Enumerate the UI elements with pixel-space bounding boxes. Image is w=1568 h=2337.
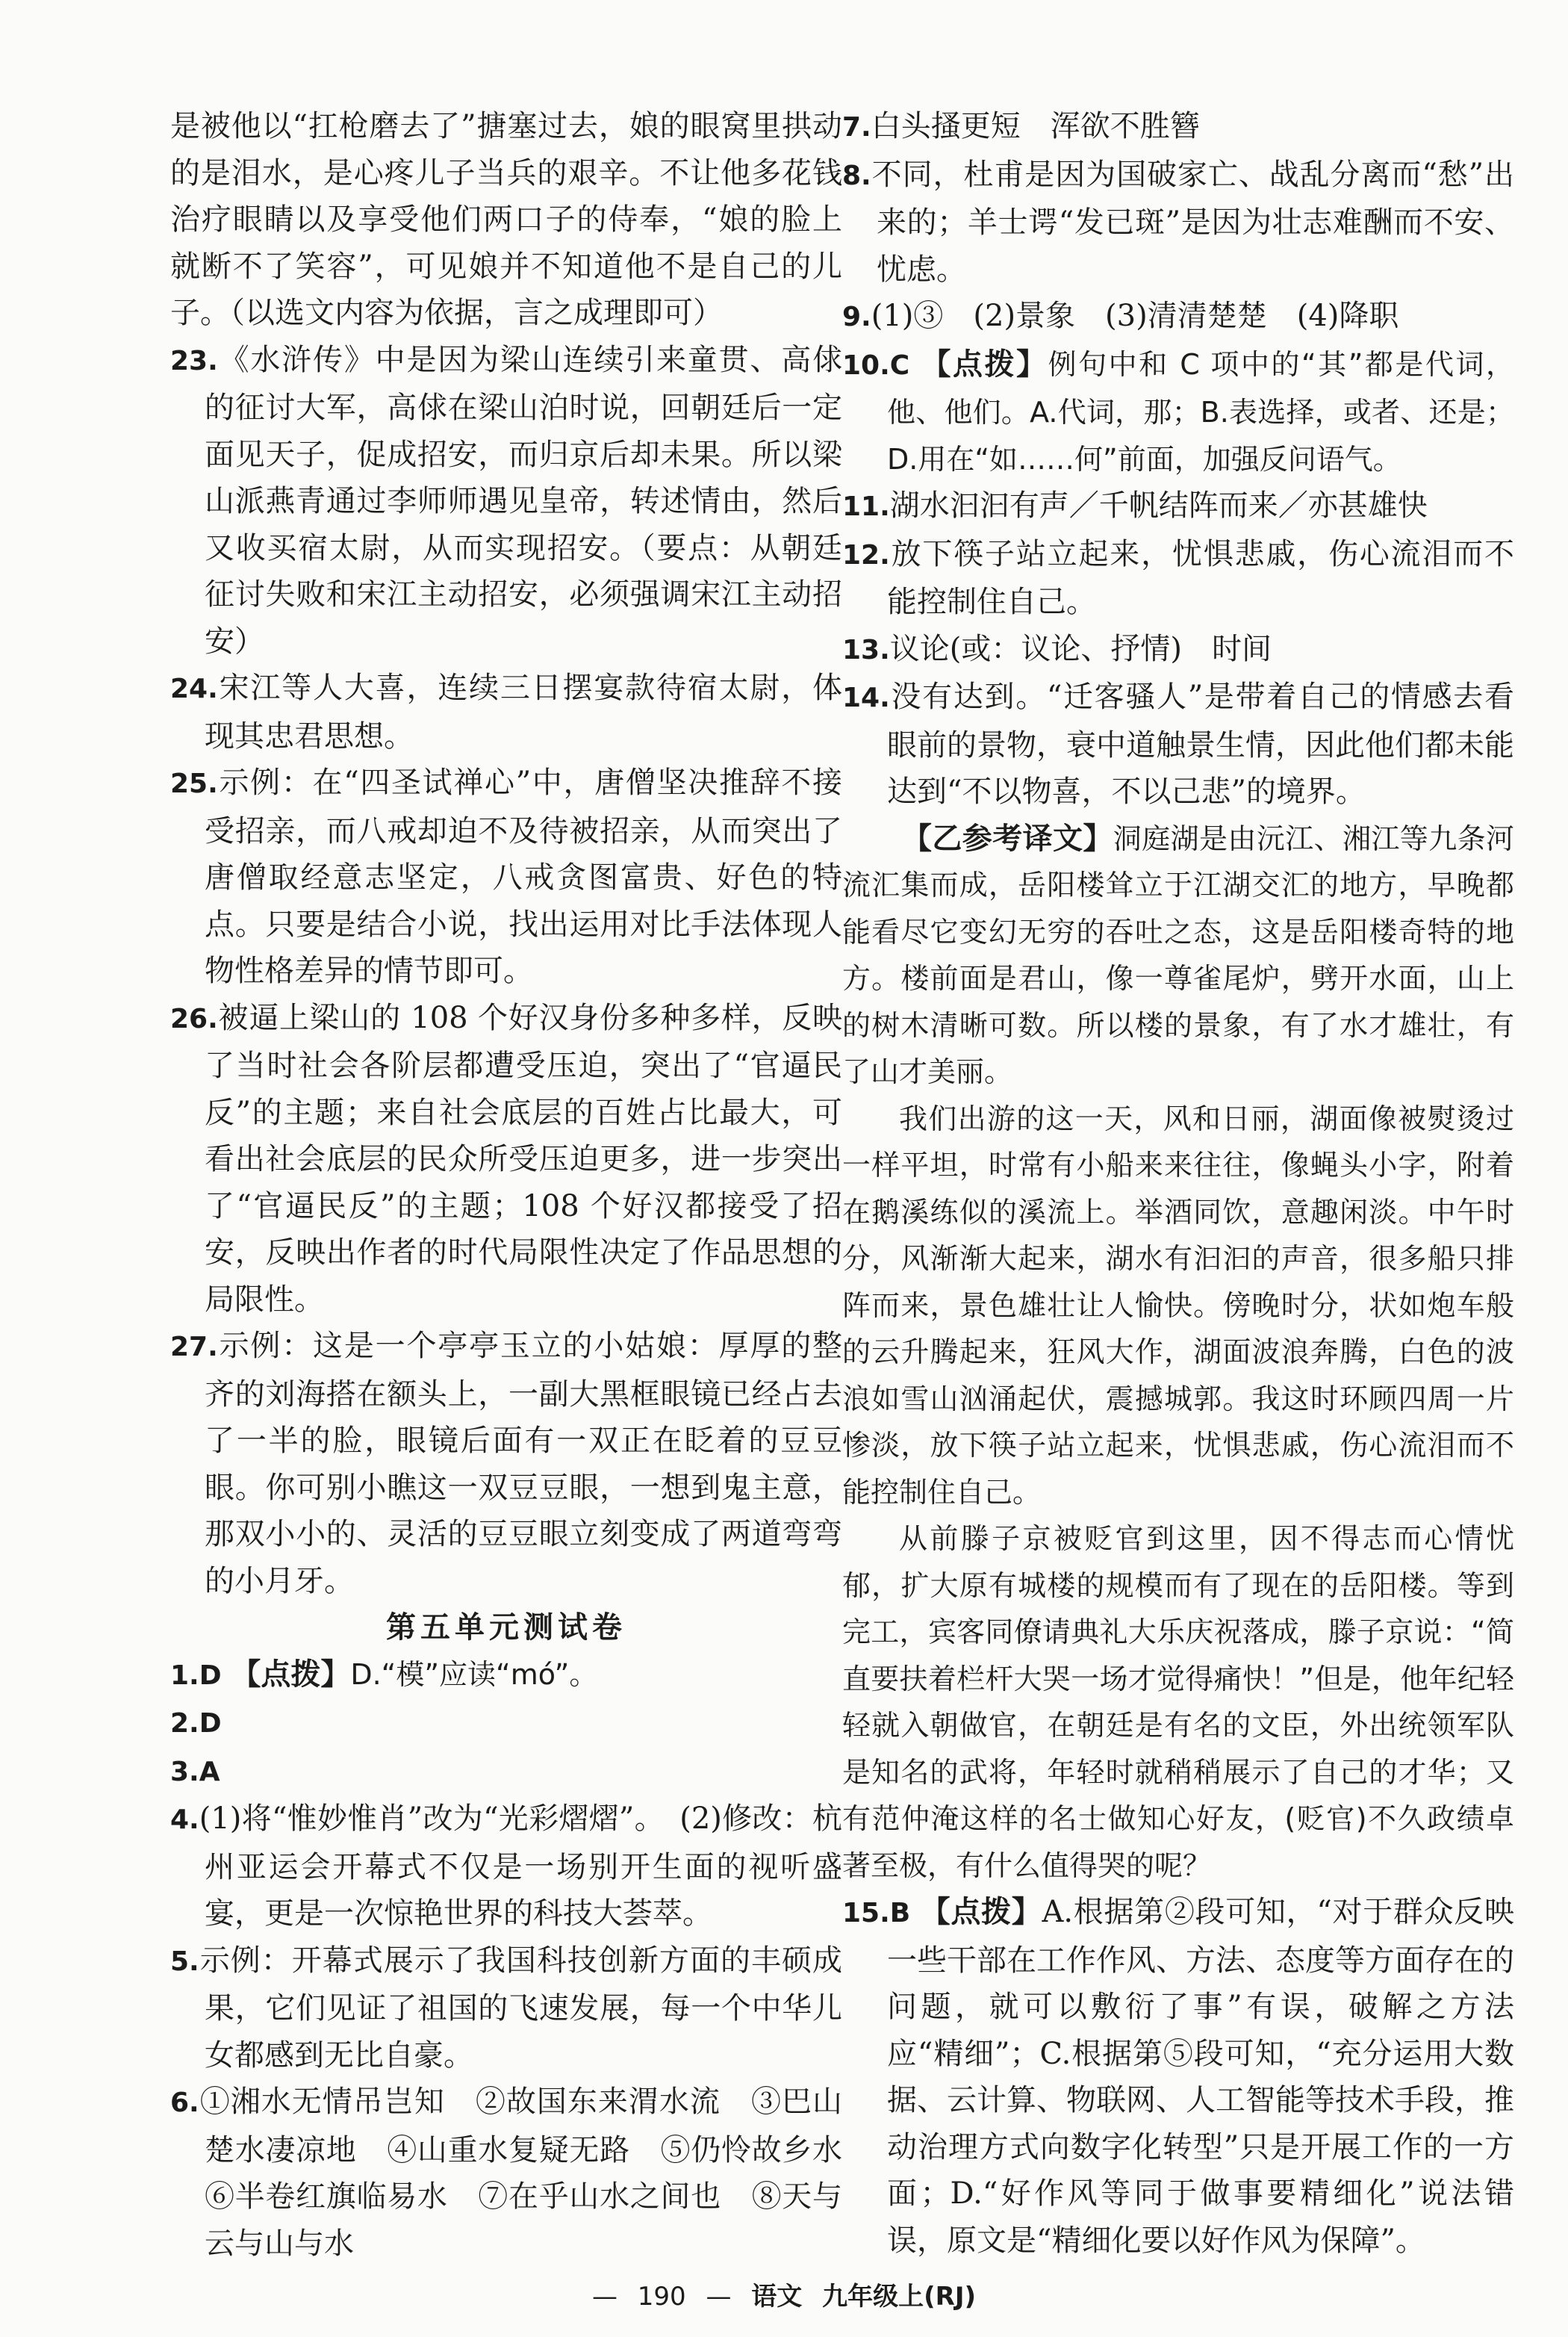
translation-paragraph-2: 我们出游的这一天，风和日丽，湖面像被熨烫过一样平坦，时常有小船来来往往，像蝇头小字，附着在鹅溪练似的溪流上。举酒同饮，意趣闲淡。中午时分，风渐渐大起来，湖水有汩汩的声音，很多船只排阵而来，景色雄壮让人愉快。傍晚时分，状如炮车般的云升腾起来，狂风大作，湖面波浪奔腾，白色的波浪如雪山汹涌起伏，震撼城郭。我这时环顾四周一片惨淡，放下筷子站立起来，忧惧悲戚，伤心流泪而不能控制住自己。 bbox=[842, 1102, 1514, 1509]
answer-text: 例句中和 C 项中的“其”都是代词，他、他们。A.代词，那；B.表选择，或者、还是；D.用在“如……何”前面，加强反问语气。 bbox=[887, 347, 1515, 476]
answer-5 bbox=[170, 1937, 842, 2079]
answer-choice: C bbox=[889, 350, 910, 381]
footer-grade: 九年级上(RJ) bbox=[822, 2282, 977, 2312]
answer-14 bbox=[842, 674, 1514, 816]
answer-25 bbox=[170, 760, 842, 995]
question-number: 13. bbox=[842, 634, 890, 665]
question-number: 7. bbox=[842, 112, 871, 143]
answer-choice: D bbox=[199, 1660, 222, 1691]
answer-26 bbox=[170, 995, 842, 1323]
question-number: 12. bbox=[842, 539, 890, 571]
question-number: 1. bbox=[170, 1660, 199, 1691]
answer-1 bbox=[170, 1651, 842, 1700]
answer-7 bbox=[842, 103, 1514, 152]
answer-6 bbox=[170, 2079, 872, 2267]
question-number: 25. bbox=[170, 769, 218, 799]
answer-text: 宋江等人大喜，连续三日摆宴款待宿太尉，体现其忠君思想。 bbox=[205, 671, 842, 754]
translation-paragraph-3: 从前滕子京被贬官到这里，因不得志而心情忧郁，扩大原有城楼的规模而有了现在的岳阳楼。等到完工，宾客同僚请典礼大乐庆祝落成，滕子京说：“简直要扶着栏杆大哭一场才觉得痛快！”但是，他年纪轻轻就入朝做官，在朝廷是有名的文臣，外出统领军队是知名的武将，年轻时就稍稍展示了自己的才华；又有范仲淹这样的名士做知心好友，(贬官)不久政绩卓著至极，有什么值得哭的呢？ bbox=[842, 1522, 1514, 1882]
question-number: 26. bbox=[170, 1003, 218, 1034]
question-number: 10. bbox=[842, 350, 890, 381]
answer-9 bbox=[842, 293, 1514, 341]
answer-12 bbox=[842, 531, 1514, 626]
answer-23 bbox=[170, 337, 842, 665]
right-column bbox=[842, 103, 1514, 2264]
answer-text: 放下筷子站立起来，忧惧悲戚，伤心流泪而不能控制住自己。 bbox=[887, 536, 1514, 619]
question-number: 6. bbox=[170, 2088, 199, 2118]
answer-text: 示例：这是一个亭亭玉立的小姑娘：厚厚的整齐的刘海搭在额头上，一副大黑框眼镜已经占去了一半的脸，眼镜后面有一双正在眨着的豆豆眼。你可别小瞧这一双豆豆眼，一想到鬼主意，那双小小的、灵活的豆豆眼立刻变成了两道弯弯的小月牙。 bbox=[205, 1329, 842, 1598]
tip-label: 【点拨】 bbox=[921, 347, 1048, 382]
question-number: 9. bbox=[842, 302, 871, 332]
answer-choice: A bbox=[199, 1756, 220, 1787]
translation-text: 洞庭湖是由沅江、湘江等九条河流汇集而成，岳阳楼耸立于江湖交汇的地方，早晚都能看尽它变幻无穷的吞吐之态，这是岳阳楼奇特的地方。楼前面是君山，像一尊雀尾炉，劈开水面，山上的树木清晰可数。所以楼的景象，有了水才雄壮，有了山才美丽。 bbox=[842, 822, 1514, 1088]
question-number: 3. bbox=[170, 1756, 199, 1787]
answer-text: 被逼上梁山的 108 个好汉身份多种多样，反映了当时社会各阶层都遭受压迫，突出了“官逼民反”的主题；来自社会底层的百姓占比最大，可看出社会底层的民众所受压迫更多，进一步突出了“官逼民反”的主题；108 个好汉都接受了招安，反映出作者的时代局限性决定了作品思想的局限性。 bbox=[205, 1000, 842, 1317]
answer-11 bbox=[842, 482, 1514, 531]
answer-text: A.根据第②段可知，“对于群众反映一些干部在工作作风、方法、态度等方面存在的问题，就可以敷衍了事”有误，破解之方法应“精细”；C.根据第⑤段可知，“充分运用大数据、云计算、物联网、人工智能等技术手段，推动治理方式向数字化转型”只是开展工作的一方面；D.“好作风等同于做事要精细化”说法错误，原文是“精细化要以好作风为保障”。 bbox=[887, 1895, 1514, 2258]
answer-8 bbox=[842, 152, 1514, 294]
question-number: 5. bbox=[170, 1946, 199, 1977]
question-number: 2. bbox=[170, 1708, 199, 1739]
answer-choice: D bbox=[199, 1708, 222, 1739]
answer-text: 《水浒传》中是因为梁山连续引来童贯、高俅的征讨大军，高俅在梁山泊时说，回朝廷后一定面见天子，促成招安，而归京后却未果。所以梁山派燕青通过李师师遇见皇帝，转述情由，然后又收买宿太尉，从而实现招安。（要点：从朝廷征讨失败和宋江主动招安，必须强调宋江主动招安） bbox=[205, 342, 842, 659]
answer-text: 湖水汩汩有声／千帆结阵而来／亦甚雄快 bbox=[889, 488, 1428, 523]
question-number: 24. bbox=[170, 674, 218, 704]
answer-text: 白头搔更短 浑欲不胜簪 bbox=[871, 109, 1200, 143]
answer-27 bbox=[170, 1323, 842, 1604]
question-number: 23. bbox=[170, 345, 218, 376]
answer-text: 议论(或：议论、抒情) 时间 bbox=[889, 631, 1272, 666]
translation-paragraph-1 bbox=[842, 816, 1514, 1096]
answer-text: (1)将“惟妙惟肖”改为“光彩熠熠”。 (2)修改：杭州亚运会开幕式不仅是一场别开生面的视听盛宴，更是一次惊艳世界的科技大荟萃。 bbox=[199, 1801, 842, 1931]
answer-13 bbox=[842, 626, 1514, 674]
footer-dash-left: — bbox=[591, 2282, 617, 2312]
answer-text: D.“模”应读“mó”。 bbox=[350, 1657, 598, 1691]
question-number: 4. bbox=[170, 1804, 199, 1835]
answer-choice: B bbox=[889, 1898, 911, 1928]
section-title: 第五单元测试卷 bbox=[386, 1610, 626, 1645]
answer-15 bbox=[842, 1889, 1514, 2264]
question-number: 14. bbox=[842, 683, 890, 713]
footer-subject: 语文 bbox=[751, 2282, 803, 2312]
question-number: 15. bbox=[842, 1898, 890, 1928]
answer-text: 没有达到。“迁客骚人”是带着自己的情感去看眼前的景物，衰中道触景生情，因此他们都未能达到“不以物喜，不以己悲”的境界。 bbox=[887, 680, 1514, 809]
answer-text: 不同，杜甫是因为国破家亡、战乱分离而“愁”出来的；羊士谔“发已斑”是因为壮志难酬而不安、忧虑。 bbox=[871, 157, 1514, 287]
footer-dash-right: — bbox=[706, 2282, 732, 2312]
q22-continuation: 是被他以“扛枪磨去了”搪塞过去，娘的眼窝里拱动的是泪水，是心疼儿子当兵的艰辛。不让他多花钱治疗眼睛以及享受他们两口子的侍奉，“娘的脸上就断不了笑容”，可见娘并不知道他不是自己的儿子。（以选文内容为依据，言之成理即可） bbox=[170, 109, 842, 330]
answer-24 bbox=[170, 665, 842, 760]
answer-4 bbox=[170, 1796, 842, 1937]
answer-text: ①湘水无情吊岂知 ②故国东来渭水流 ③巴山楚水凄凉地 ④山重水复疑无路 ⑤仍怜故乡水 ⑥半卷红旗临易水 ⑦在乎山水之间也 ⑧天与云与山与水 bbox=[199, 2085, 872, 2261]
answer-text: 示例：开幕式展示了我国科技创新方面的丰硕成果，它们见证了祖国的飞速发展，每一个中华儿女都感到无比自豪。 bbox=[199, 1943, 842, 2073]
answer-text: 示例：在“四圣试禅心”中，唐僧坚决推辞不接受招亲，而八戒却迫不及待被招亲，从而突出了唐僧取经意志坚定，八戒贪图富贵、好色的特点。只要是结合小说，找出运用对比手法体现人物性格差异的情节即可。 bbox=[205, 766, 842, 988]
translation-label: 【乙参考译文】 bbox=[902, 821, 1113, 856]
page-footer bbox=[0, 2278, 1568, 2315]
answer-2 bbox=[170, 1699, 842, 1748]
tip-label: 【点拨】 bbox=[920, 1895, 1042, 1929]
answer-text: (1)③ (2)景象 (3)清清楚楚 (4)降职 bbox=[871, 299, 1399, 333]
question-number: 27. bbox=[170, 1332, 218, 1362]
question-number: 8. bbox=[842, 160, 871, 191]
page-number: 190 bbox=[637, 2282, 686, 2312]
tip-label: 【点拨】 bbox=[231, 1657, 351, 1692]
answer-3 bbox=[170, 1748, 842, 1796]
question-number: 11. bbox=[842, 491, 890, 522]
answer-10 bbox=[842, 341, 1514, 483]
